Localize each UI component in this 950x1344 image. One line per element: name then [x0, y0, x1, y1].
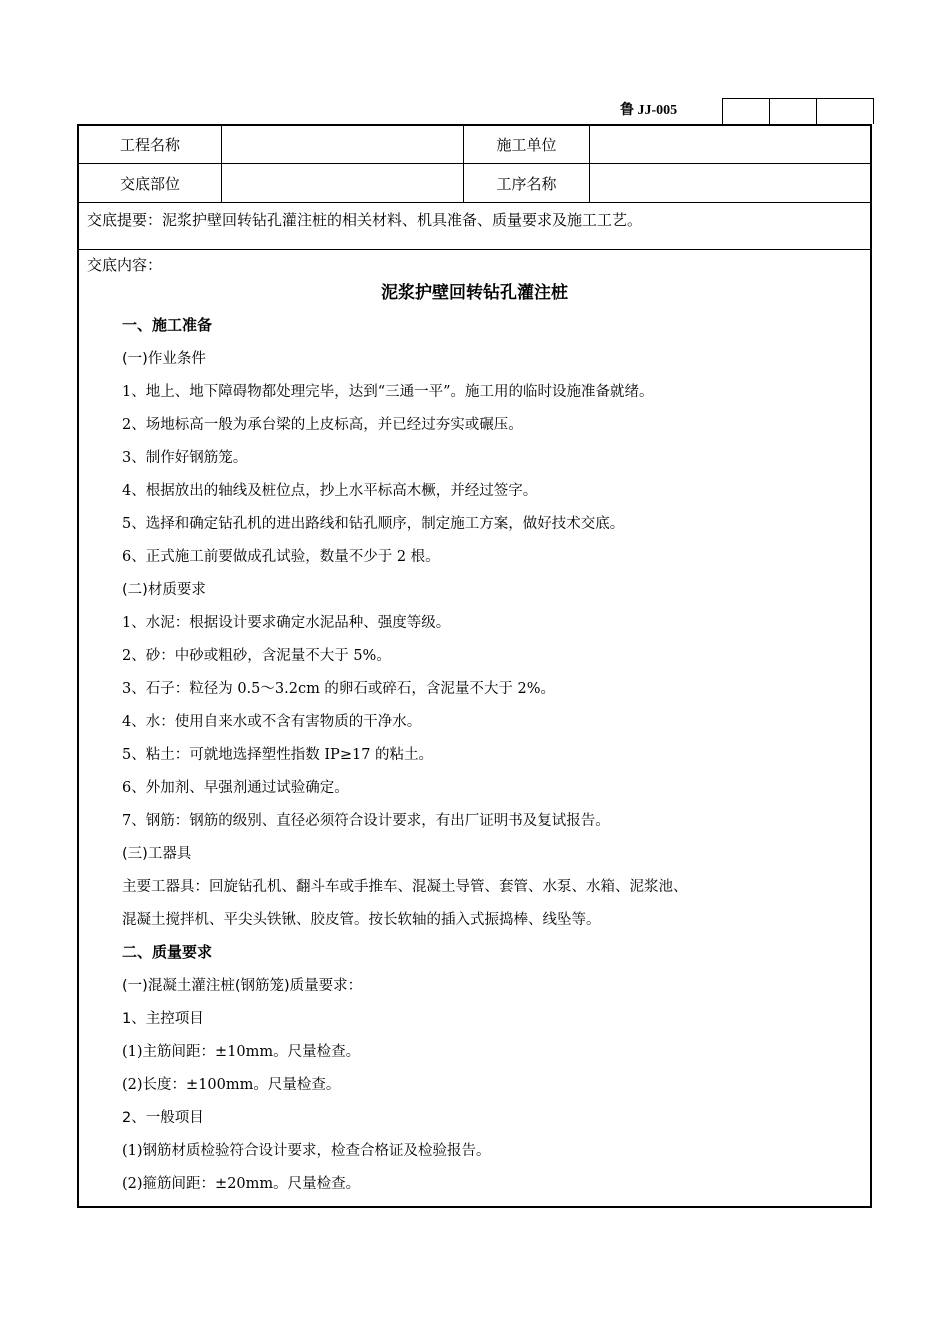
section-heading: 一、施工准备 [122, 316, 213, 334]
code-box-2 [769, 98, 817, 124]
list-item: (1)钢筋材质检验符合设计要求，检查合格证及检验报告。 [122, 1143, 491, 1159]
list-item: 1、水泥：根据设计要求确定水泥品种、强度等级。 [122, 615, 451, 631]
subsection-heading: (一)作业条件 [122, 351, 206, 367]
list-item: 3、石子：粒径为 0.5～3.2cm 的卵石或碎石，含泥量不大于 2%。 [122, 681, 556, 697]
list-item: 6、正式施工前要做成孔试验，数量不少于 2 根。 [122, 549, 440, 565]
summary-text: 交底提要：泥浆护壁回转钻孔灌注桩的相关材料、机具准备、质量要求及施工工艺。 [87, 211, 643, 229]
list-item: 1、地上、地下障碍物都处理完毕，达到“三通一平”。施工用的临时设施准备就绪。 [122, 384, 654, 400]
project-name-label: 工程名称 [119, 136, 180, 154]
doc-title: 泥浆护壁回转钻孔灌注桩 [381, 283, 568, 303]
subsection-heading: (三)工器具 [122, 846, 192, 862]
header-row-1 [79, 126, 870, 164]
code-box-1 [722, 98, 770, 124]
handover-form [77, 124, 872, 1208]
list-item: 5、粘土：可就地选择塑性指数 IP≥17 的粘土。 [122, 747, 434, 763]
header-row-2 [79, 164, 870, 203]
construction-unit-value[interactable] [590, 126, 870, 163]
list-item: 2、场地标高一般为承台梁的上皮标高，并已经过夯实或碾压。 [122, 417, 523, 433]
subsection-heading: (一)混凝土灌注桩(钢筋笼)质量要求： [122, 978, 363, 994]
item-heading: 2、一般项目 [122, 1110, 204, 1126]
construction-unit-label: 施工单位 [496, 136, 557, 154]
handover-part-value[interactable] [222, 164, 463, 202]
list-item: 6、外加剂、早强剂通过试验确定。 [122, 780, 349, 796]
list-item: (1)主筋间距：±10mm。尺量检查。 [122, 1044, 361, 1060]
list-item: 3、制作好钢筋笼。 [122, 450, 248, 466]
list-item: 7、钢筋：钢筋的级别、直径必须符合设计要求，有出厂证明书及复试报告。 [122, 813, 610, 829]
form-code-row [620, 98, 874, 124]
item-heading: 1、主控项目 [122, 1011, 204, 1027]
list-item: (2)长度：±100mm。尺量检查。 [122, 1077, 341, 1093]
subsection-heading: (二)材质要求 [122, 582, 206, 598]
list-item: 2、砂：中砂或粗砂，含泥量不大于 5%。 [122, 648, 391, 664]
summary-row [79, 203, 870, 250]
process-name-value[interactable] [590, 164, 870, 202]
paragraph-line: 主要工器具：回旋钻孔机、翻斗车或手推车、混凝土导管、套管、水泵、水箱、泥浆池、 [122, 879, 688, 895]
handover-part-label: 交底部位 [119, 174, 180, 193]
list-item: 4、水：使用自来水或不含有害物质的干净水。 [122, 714, 422, 730]
section-heading: 二、质量要求 [122, 943, 213, 961]
content-label: 交底内容： [87, 256, 163, 274]
list-item: (2)箍筋间距：±20mm。尺量检查。 [122, 1176, 361, 1192]
list-item: 4、根据放出的轴线及桩位点，抄上水平标高木橛，并经过签字。 [122, 483, 538, 499]
code-box-3 [816, 98, 874, 124]
list-item: 5、选择和确定钻孔机的进出路线和钻孔顺序，制定施工方案，做好技术交底。 [122, 516, 625, 532]
paragraph-line: 混凝土搅拌机、平尖头铁锹、胶皮管。按长软轴的插入式振捣棒、线坠等。 [122, 912, 601, 928]
project-name-value[interactable] [222, 126, 463, 163]
form-code: 鲁 JJ-005 [620, 103, 678, 118]
process-name-label: 工序名称 [496, 174, 557, 193]
